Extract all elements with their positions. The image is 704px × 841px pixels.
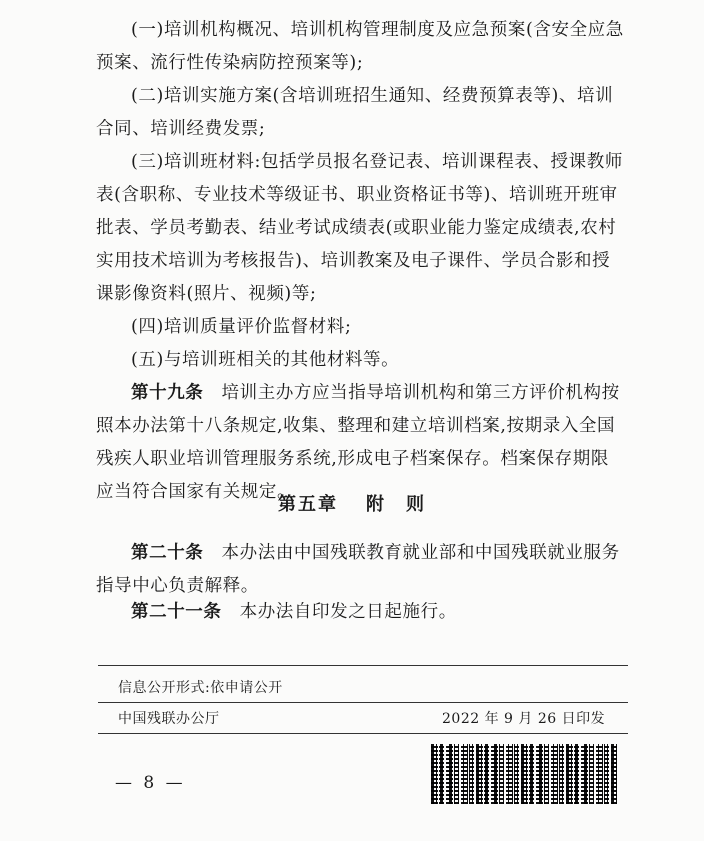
chapter-title: 附 则 bbox=[366, 494, 426, 515]
chapter-heading bbox=[0, 490, 704, 516]
article-21 bbox=[96, 596, 626, 629]
list-item-4: (四)培训质量评价监督材料; bbox=[131, 317, 352, 337]
footer-rule-bottom bbox=[98, 733, 628, 734]
article-20-text: 本办法由中国残联教育就业部和中国残联就业服务指导中心负责解释。 bbox=[96, 543, 620, 596]
issue-date: 2022 年 9 月 26 日印发 bbox=[442, 711, 606, 727]
issuer-name: 中国残联办公厅 bbox=[118, 711, 220, 727]
article-21-label: 第二十一条 bbox=[131, 602, 222, 622]
footer-rule-middle bbox=[98, 702, 628, 703]
barcode-image bbox=[431, 744, 617, 804]
list-item-2: (二)培训实施方案(含培训班招生通知、经费预算表等)、培训合同、培训经费发票; bbox=[96, 86, 614, 139]
article-20 bbox=[96, 537, 626, 603]
list-item-3: (三)培训班材料:包括学员报名登记表、培训课程表、授课教师表(含职称、专业技术等级证书、职业资格证书等)、培训班开班审批表、学员考勤表、结业考试成绩表(或职业能力鉴定成绩表,农村实用技术培训为考核报告)、培训教案及电子课件、学员合影和授课影像资料(照片、视频)等; bbox=[96, 152, 623, 304]
disclosure-text: 信息公开形式:依申请公开 bbox=[118, 680, 283, 696]
article-20-label: 第二十条 bbox=[131, 543, 204, 563]
article-19-label: 第十九条 bbox=[131, 383, 204, 403]
article-19-text: 培训主办方应当指导培训机构和第三方评价机构按照本办法第十八条规定,收集、整理和建立培训档案,按期录入全国残疾人职业培训管理服务系统,形成电子档案保存。档案保存期限应当符合国家有关规定。 bbox=[96, 383, 620, 502]
list-item-1: (一)培训机构概况、培训机构管理制度及应急预案(含安全应急预案、流行性传染病防控预案等); bbox=[96, 20, 624, 73]
list-item-5: (五)与培训班相关的其他材料等。 bbox=[131, 350, 400, 370]
footer-rule-top bbox=[98, 665, 628, 666]
chapter-number: 第五章 bbox=[278, 494, 338, 515]
page-number: — 8 — bbox=[115, 773, 186, 793]
article-21-text: 本办法自印发之日起施行。 bbox=[239, 602, 457, 622]
